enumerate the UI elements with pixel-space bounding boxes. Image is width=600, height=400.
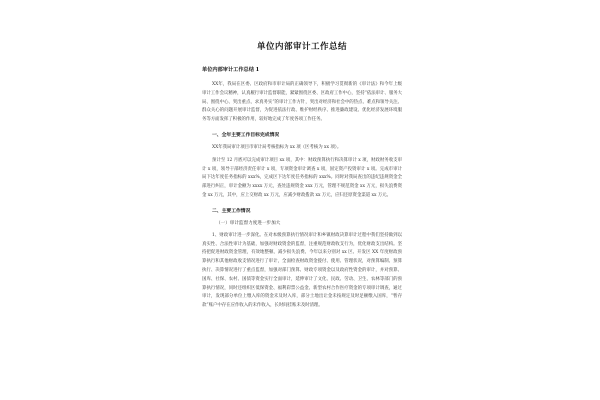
page-title: 单位内部审计工作总结 bbox=[256, 42, 347, 52]
subsection-heading-supervision: （一）审计监督力度进一步加大 bbox=[216, 220, 281, 226]
completion-paragraph: 预计至 12 月底可以完成审计项目 xx 项，其中：财政预算执行和决算审计 x 项，财政财务收支审计 x 项，领导干部经济责任审计 x 项，专项资金审计调查 x 项，固定资产投资审计 x 项。完成市审计局下达年度任务指标的 xxx%，完成区下达年度任务指标的 xxx%。同时对我局查出的违纪违规资金全部进行纠正，审计金额为 xxxx 万元，查处违规资金 xxx 万元，管理不规范资金 xx 万元，损失浪费资金 xx 万元，其中，应上交财政 xx 万元，应减少财政拨款 xx 万元，应归还原资金渠道 xx 万元。 bbox=[202, 157, 402, 198]
intro-paragraph: XX年，我局在区委、区政府和市审计局的正确领导下，积极学习贯彻新的《审计法》和今年上级审计工作会议精神，认真履行审计监督职能，紧紧围绕区委、区政府工作中心，坚持“依法审计、服务大局、围绕中心、突出重点、求真务实”的审计工作方针，突出对经济和社会中的热点、难点和领导关注、群众关心的问题开展审计监督，为促进依法行政、维护财经秩序、推进廉政建设、优化经济发展环境服务等方面发挥了积极的作用，较好地完成了年度各项工作任务。 bbox=[202, 82, 402, 123]
section-heading-goals: 一、全年主要工作目标完成情况 bbox=[212, 131, 280, 138]
section-heading-work: 二、主要工作情况 bbox=[212, 207, 251, 214]
document-subtitle: 单位内部审计工作总结 1 bbox=[202, 67, 260, 73]
document-page bbox=[192, 24, 412, 400]
assessment-paragraph: XX年我局审计项目市审计局考核指标为 xx 项（区考核为 xx 项）。 bbox=[212, 144, 342, 150]
fiscal-audit-paragraph: 1、财政审计进一步深化。在对本级预算执行情况审计和乡镇财政决算审计过程中我们坚持做到以真实性、合法性审计为基础，加强对财政资金的监督，注重规范财政收支行为，优化财政支出结构。坚持把促进财政资金管理，有效地整顿、减少损失浪费。今年以来分别对 xx 区、开发区 XX 年度财政预算执行和其他财政收支情况进行了审计，全面检查财政资金拨付、使用、管理状况，对预算编制、预算执行、决算情况进行了重点监督，加强对部门预算、财政专项资金以及政府性资金的审计，并对预算、国库、社保、农村、国债等资金实行全面审计，延伸审计了文化、民政、劳动、卫生、农林等部门的预算执行情况，同时还组织区低保资金、福利彩票公益金、新型农村合作医疗资金的专项审计调查，通过审计，发现部分单位上缴入库的资金未及时入库，部分土地出让金未按规定及时足额缴入国库，“暂存款”账户中存在应作收入的未作收入，长时间挂账未及时清理。 bbox=[202, 232, 402, 309]
